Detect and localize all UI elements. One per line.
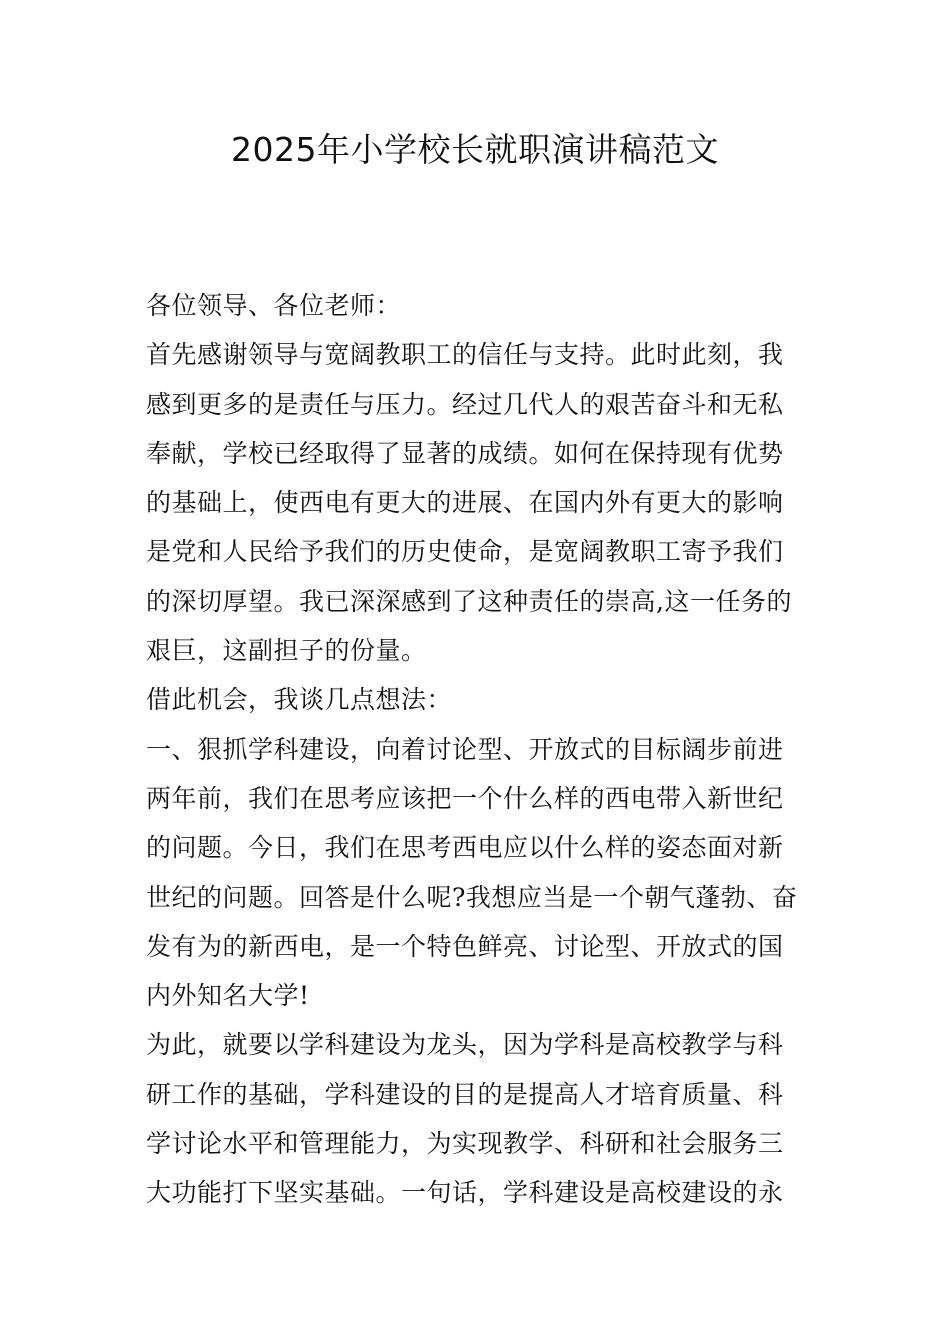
document-body [146,281,806,1218]
paragraph-line: 世纪的问题。回答是什么呢?我想应当是一个朝气蓬勃、奋 [146,882,798,912]
paragraph-line: 发有为的新西电，是一个特色鲜亮、讨论型、开放式的国 [146,931,784,961]
paragraph-line: 首先感谢领导与宽阔教职工的信任与支持。此时此刻，我 [146,340,784,370]
document-title: 2025年小学校长就职演讲稿范文 [231,130,719,169]
paragraph-line: 是党和人民给予我们的历史使命，是宽阔教职工寄予我们 [146,537,784,567]
section-heading: 一、狠抓学科建设，向着讨论型、开放式的目标阔步前进 [146,734,784,764]
salutation-line: 各位领导、各位老师： [146,291,402,320]
paragraph-line: 为此，就要以学科建设为龙头，因为学科是高校教学与科 [146,1030,784,1060]
paragraph-line: 的问题。今日，我们在思考西电应以什么样的姿态面对新 [146,833,784,863]
paragraph-line: 奉献，学校已经取得了显著的成绩。如何在保持现有优势 [146,438,784,468]
paragraph-line: 大功能打下坚实基础。一句话，学科建设是高校建设的永 [146,1178,784,1208]
paragraph-line: 的基础上，使西电有更大的进展、在国内外有更大的影响 [146,488,784,518]
paragraph-line: 研工作的基础，学科建设的目的是提高人才培育质量、科 [146,1079,784,1109]
paragraph-line: 学讨论水平和管理能力，为实现教学、科研和社会服务三 [146,1129,784,1159]
paragraph-line: 艰巨，这副担子的份量。 [146,636,427,666]
paragraph-line: 感到更多的是责任与压力。经过几代人的艰苦奋斗和无私 [146,389,784,419]
paragraph-line: 的深切厚望。我已深深感到了这种责任的崇高,这一任务的 [146,586,792,616]
paragraph-line: 借此机会，我谈几点想法： [146,685,453,715]
paragraph-line: 两年前，我们在思考应该把一个什么样的西电带入新世纪 [146,783,784,813]
paragraph-line: 内外知名大学! [146,981,310,1011]
